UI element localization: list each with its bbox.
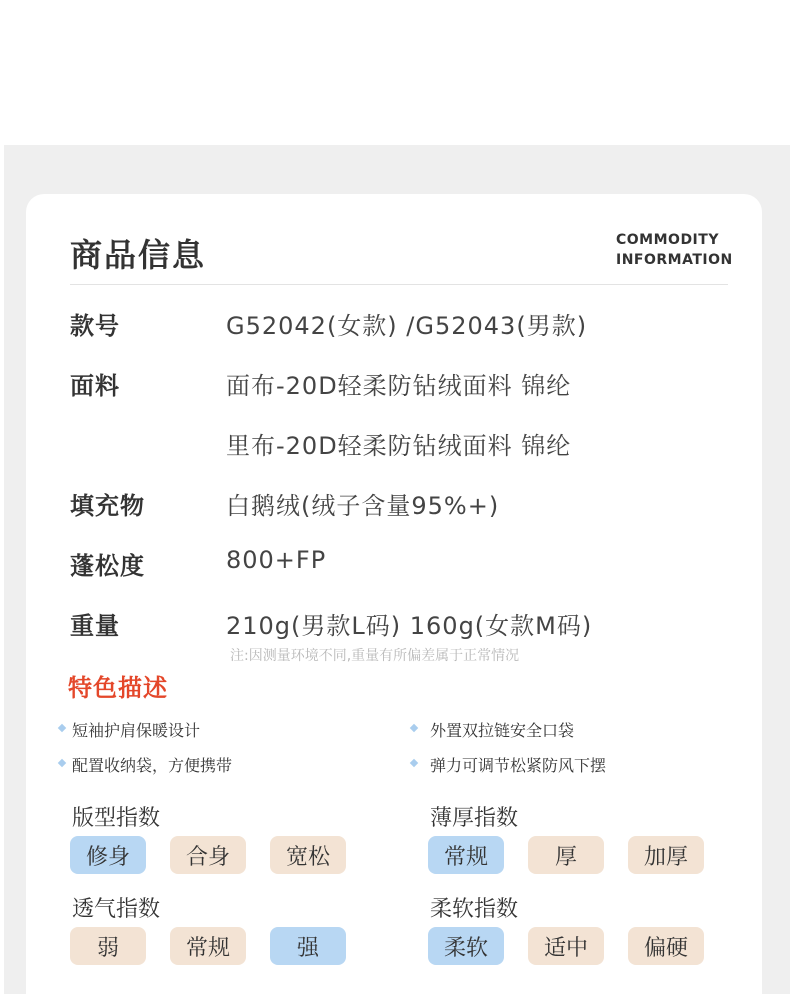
softness-index-title: 柔软指数 bbox=[430, 897, 519, 922]
breathability-option-chip: 常规 bbox=[170, 927, 246, 965]
fabric-lining-value: 里布-20D轻柔防钻绒面料 锦纶 bbox=[226, 432, 572, 460]
weight-value: 210g(男款L码) 160g(女款M码) bbox=[226, 612, 593, 640]
fit-option-chip: 宽松 bbox=[270, 836, 346, 874]
feature-item: 配置收纳袋，方便携带 bbox=[72, 756, 233, 775]
thickness-option-chip: 加厚 bbox=[628, 836, 704, 874]
fit-index-title: 版型指数 bbox=[72, 806, 161, 831]
fill-value: 白鹅绒(绒子含量95%+) bbox=[226, 492, 500, 520]
feature-item: 短袖护肩保暖设计 bbox=[72, 721, 201, 740]
feature-item: 外置双拉链安全口袋 bbox=[430, 721, 575, 740]
breathability-option-chip: 弱 bbox=[70, 927, 146, 965]
loft-label: 蓬松度 bbox=[70, 552, 145, 580]
english-title-line2: INFORMATION bbox=[616, 252, 733, 268]
fit-option-chip: 修身 bbox=[70, 836, 146, 874]
fit-option-chip: 合身 bbox=[170, 836, 246, 874]
breathability-option-chip: 强 bbox=[270, 927, 346, 965]
fill-label: 填充物 bbox=[70, 492, 145, 520]
page-title: 商品信息 bbox=[70, 236, 207, 274]
features-title: 特色描述 bbox=[68, 674, 168, 702]
weight-note: 注:因测量环境不同,重量有所偏差属于正常情况 bbox=[230, 648, 520, 664]
fabric-label: 面料 bbox=[70, 372, 120, 400]
thickness-index-title: 薄厚指数 bbox=[430, 806, 519, 831]
style-number-label: 款号 bbox=[70, 312, 120, 340]
softness-option-chip: 偏硬 bbox=[628, 927, 704, 965]
style-number-value: G52042(女款) /G52043(男款) bbox=[226, 312, 588, 340]
thickness-option-chip: 厚 bbox=[528, 836, 604, 874]
softness-option-chip: 适中 bbox=[528, 927, 604, 965]
header-divider bbox=[70, 284, 728, 285]
loft-value: 800+FP bbox=[226, 546, 327, 574]
breathability-index-title: 透气指数 bbox=[72, 897, 161, 922]
fabric-outer-value: 面布-20D轻柔防钻绒面料 锦纶 bbox=[226, 372, 572, 400]
feature-item: 弹力可调节松紧防风下摆 bbox=[430, 756, 607, 775]
softness-option-chip: 柔软 bbox=[428, 927, 504, 965]
weight-label: 重量 bbox=[70, 612, 120, 640]
thickness-option-chip: 常规 bbox=[428, 836, 504, 874]
english-title-line1: COMMODITY bbox=[616, 232, 719, 248]
